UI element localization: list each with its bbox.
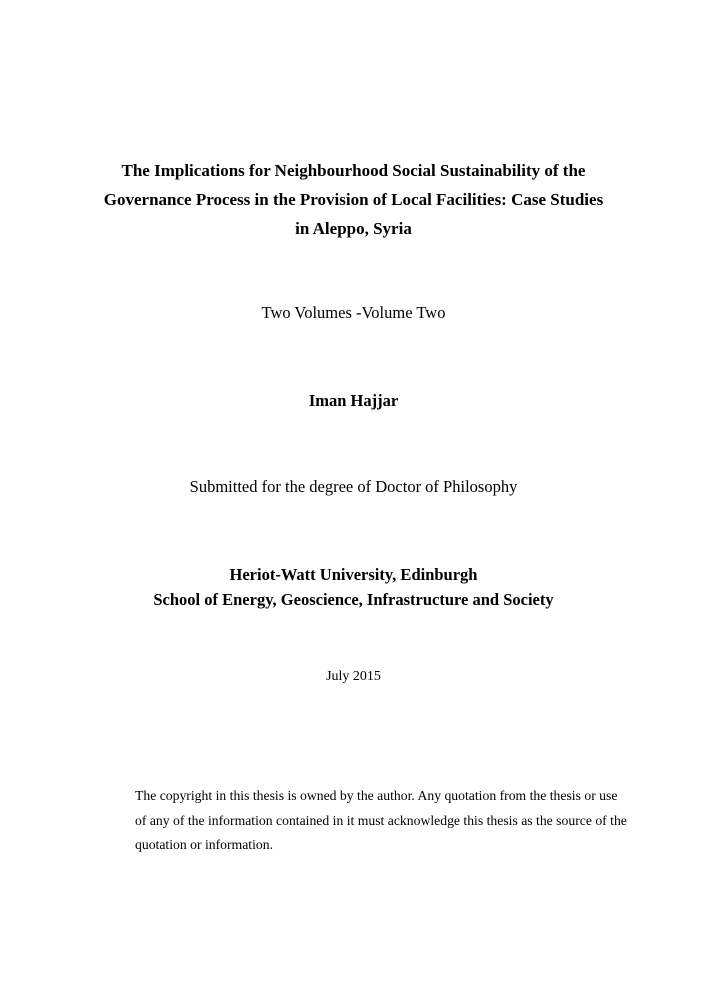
copyright-line-2: of any of the information contained in it must acknowledge this thesis as the source of the <box>135 812 627 828</box>
copyright-line-1: The copyright in this thesis is owned by the author. Any quotation from the thesis or use <box>135 788 618 803</box>
author-name: Iman Hajjar <box>308 391 399 410</box>
university-name: Heriot-Watt University, Edinburgh <box>229 565 478 584</box>
degree-statement: Submitted for the degree of Doctor of Philosophy <box>189 477 518 496</box>
thesis-title-line-3: in Aleppo, Syria <box>295 219 412 238</box>
thesis-title-line-2: Governance Process in the Provision of Local Facilities: Case Studies <box>103 190 604 209</box>
copyright-notice <box>135 784 655 858</box>
submission-date: July 2015 <box>326 669 381 684</box>
school-name: School of Energy, Geoscience, Infrastructure and Society <box>153 590 554 609</box>
institution-block <box>0 562 707 612</box>
thesis-title <box>0 156 707 243</box>
copyright-line-3: quotation or information. <box>135 837 273 852</box>
thesis-title-line-1: The Implications for Neighbourhood Social Sustainability of the <box>121 161 586 180</box>
volume-info: Two Volumes -Volume Two <box>261 303 446 322</box>
